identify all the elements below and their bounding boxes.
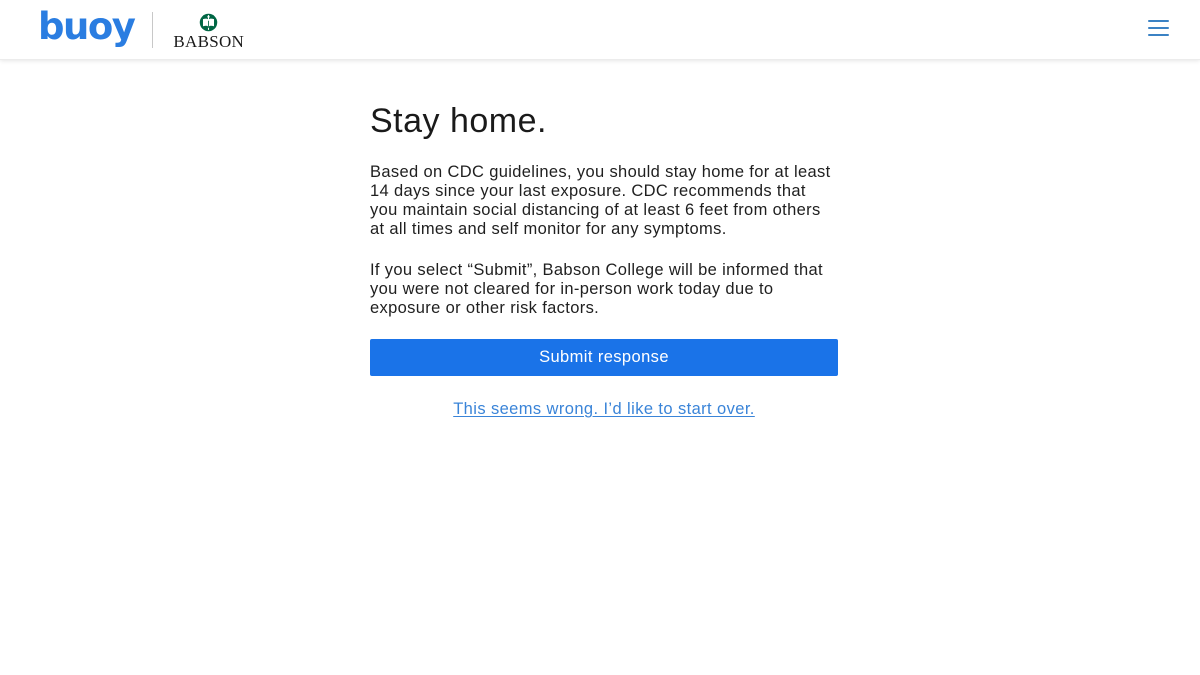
- logo-divider: [152, 12, 153, 48]
- babson-seal-icon: [199, 13, 218, 32]
- guidance-paragraph: Based on CDC guidelines, you should stay home for at least 14 days since your last exposure. CDC recommends that you maintain social distancing of at least 6 feet from others at all times and self monitor for any symptoms.: [370, 163, 831, 238]
- main-content: [370, 100, 838, 419]
- babson-wordmark: BABSON: [173, 31, 245, 51]
- submit-info-paragraph: If you select “Submit”, Babson College will be informed that you were not cleared for in-person work today due to exposure or other risk factors.: [370, 261, 823, 317]
- logo-group: [38, 4, 245, 52]
- start-over-link[interactable]: This seems wrong. I’d like to start over.: [453, 400, 755, 418]
- buoy-logo[interactable]: buoy: [38, 4, 135, 48]
- app-header: [0, 0, 1200, 60]
- menu-button[interactable]: [1146, 17, 1172, 39]
- page-title: Stay home.: [370, 102, 547, 140]
- submit-response-button[interactable]: Submit response: [370, 339, 838, 376]
- babson-logo: [173, 13, 244, 50]
